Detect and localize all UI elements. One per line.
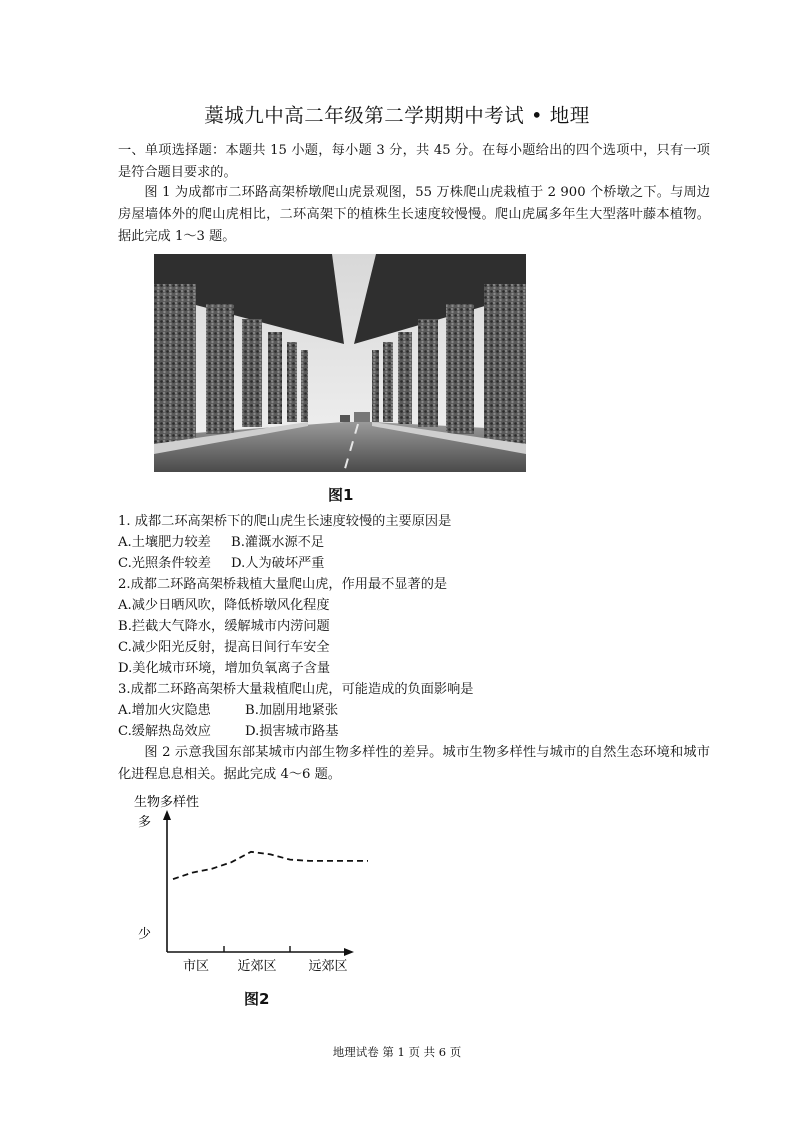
chart-ylabel: 生物多样性: [134, 795, 200, 810]
figure-2-chart: [118, 788, 418, 988]
figure-1-photo: [154, 254, 526, 472]
question-3-option-a: A.增加火灾隐患: [118, 703, 211, 718]
question-3-option-d: D.损害城市路基: [245, 724, 339, 739]
question-3-option-c: C.缓解热岛效应: [118, 724, 211, 739]
question-3-stem: 3.成都二环路高架桥大量栽植爬山虎，可能造成的负面影响是: [118, 682, 474, 697]
chart-x-axis-arrow: [344, 948, 354, 956]
question-2-option-d: D.美化城市环境，增加负氧离子含量: [118, 661, 331, 676]
passage-1: 图 1 为成都市二环路高架桥墩爬山虎景观图，55 万株爬山虎栽植于 2 900 个桥墩之下。与周边房屋墙体外的爬山虎相比，二环高架下的植株生长速度较慢慢。爬山虎属多年生大型落叶藤本植物。据此完成 1～3 题。: [118, 185, 710, 244]
chart-x-tick-near-suburb: 近郊区: [237, 959, 277, 974]
page-title: 藁城九中高二年级第二学期期中考试 • 地理: [204, 104, 590, 127]
passage-2: 图 2 示意我国东部某城市内部生物多样性的差异。城市生物多样性与城市的自然生态环境和城市化进程息息相关。据此完成 4～6 题。: [118, 745, 710, 782]
question-1-option-b: B.灌溉水源不足: [231, 535, 325, 550]
question-1-stem: 1. 成都二环高架桥下的爬山虎生长速度较慢的主要原因是: [118, 514, 452, 529]
chart-y-high-label: 多: [138, 815, 152, 830]
chart-x-tick-far-suburb: 远郊区: [308, 959, 348, 974]
figure-1-caption: 图1: [328, 486, 354, 504]
chart-x-tick-urban: 市区: [182, 959, 210, 974]
question-1-option-c: C.光照条件较差: [118, 556, 211, 571]
question-2-option-b: B.拦截大气降水，缓解城市内涝问题: [118, 619, 330, 634]
figure-2-caption: 图2: [244, 990, 270, 1008]
question-1-option-d: D.人为破坏严重: [231, 556, 325, 571]
question-1-option-a: A.土壤肥力较差: [118, 535, 211, 550]
section-intro: 一、单项选择题：本题共 15 小题，每小题 3 分，共 45 分。在每小题给出的四个选项中，只有一项是符合题目要求的。: [118, 143, 710, 180]
page-footer: 地理试卷 第 1 页 共 6 页: [332, 1045, 462, 1059]
chart-series-line: [173, 852, 368, 879]
chart-y-low-label: 少: [138, 927, 152, 942]
question-2-option-c: C.减少阳光反射，提高日间行车安全: [118, 640, 330, 655]
question-2-option-a: A.减少日晒风吹，降低桥墩风化程度: [118, 598, 330, 613]
question-3-option-b: B.加剧用地紧张: [245, 703, 339, 718]
chart-y-axis-arrow: [163, 810, 171, 820]
question-2-stem: 2.成都二环路高架桥栽植大量爬山虎，作用最不显著的是: [118, 577, 448, 592]
